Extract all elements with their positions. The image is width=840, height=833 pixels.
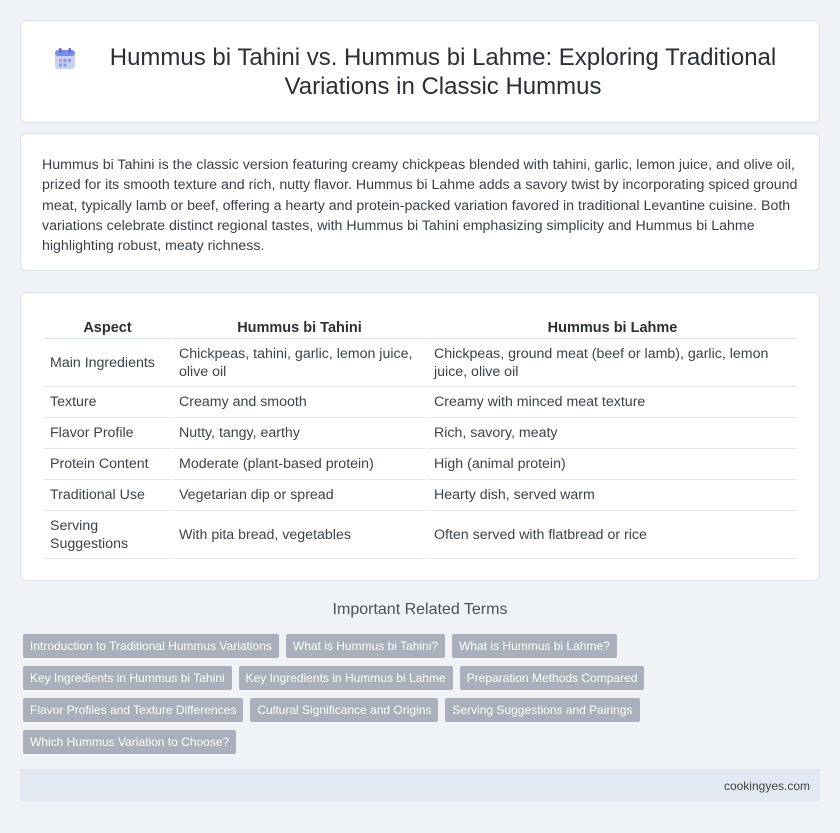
title-card [20, 20, 820, 123]
site-name[interactable]: cookingyes.com [723, 779, 810, 793]
cell-aspect: Texture [44, 387, 171, 418]
cell-aspect: Main Ingredients [44, 339, 171, 387]
cell-lahme: Rich, savory, meaty [428, 418, 797, 449]
comparison-card [20, 292, 820, 581]
cell-aspect: Protein Content [44, 449, 171, 480]
related-term-tag[interactable]: Flavor Profiles and Texture Differences [23, 698, 243, 722]
header-aspect: Aspect [44, 313, 171, 339]
related-term-tag[interactable]: What is Hummus bi Tahini? [286, 634, 445, 658]
related-term-tag[interactable]: Key Ingredients in Hummus bi Lahme [239, 666, 453, 690]
cell-tahini: Chickpeas, tahini, garlic, lemon juice, olive oil [173, 339, 426, 387]
table-row [44, 418, 797, 449]
cell-lahme: Chickpeas, ground meat (beef or lamb), garlic, lemon juice, olive oil [428, 339, 797, 387]
cell-lahme: Hearty dish, served warm [428, 480, 797, 511]
related-terms-heading: Important Related Terms [332, 601, 508, 618]
related-term-tag[interactable]: Serving Suggestions and Pairings [445, 698, 639, 722]
related-term-tag[interactable]: Cultural Significance and Origins [250, 698, 438, 722]
header-hummus-bi-lahme: Hummus bi Lahme [428, 313, 797, 339]
page-title: Hummus bi Tahini vs. Hummus bi Lahme: Exploring Traditional Variations in Classic Hummus [109, 43, 777, 100]
related-term-tag[interactable]: Which Hummus Variation to Choose? [23, 730, 236, 754]
cell-lahme: Often served with flatbread or rice [428, 511, 797, 559]
related-term-tag[interactable]: Introduction to Traditional Hummus Variations [23, 634, 279, 658]
footer [20, 769, 820, 802]
cell-tahini: Moderate (plant-based protein) [173, 449, 426, 480]
intro-card [20, 133, 820, 271]
calendar-icon [52, 46, 78, 72]
table-row [44, 480, 797, 511]
cell-lahme: High (animal protein) [428, 449, 797, 480]
table-header-row [44, 313, 797, 339]
intro-paragraph: Hummus bi Tahini is the classic version featuring creamy chickpeas blended with tahini, garlic, lemon juice, and olive oil, prized for its smooth texture and rich, nutty flavor. Hummus bi Lahme adds a savory twist by incorporating spiced ground meat, typically lamb or beef, offering a hearty and protein-packed variation favored in traditional Levantine cuisine. Both variations celebrate distinct regional tastes, with Hummus bi Tahini emphasizing simplicity and Hummus bi Lahme highlighting robust, meaty richness. [42, 157, 798, 255]
related-term-tag[interactable]: Preparation Methods Compared [460, 666, 645, 690]
comparison-table [42, 313, 799, 559]
table-row [44, 387, 797, 418]
related-terms-list [23, 634, 823, 762]
cell-tahini: Creamy and smooth [173, 387, 426, 418]
cell-tahini: Vegetarian dip or spread [173, 480, 426, 511]
table-row [44, 511, 797, 559]
cell-aspect: Flavor Profile [44, 418, 171, 449]
cell-tahini: With pita bread, vegetables [173, 511, 426, 559]
cell-aspect: Traditional Use [44, 480, 171, 511]
cell-lahme: Creamy with minced meat texture [428, 387, 797, 418]
table-row [44, 449, 797, 480]
cell-tahini: Nutty, tangy, earthy [173, 418, 426, 449]
related-term-tag[interactable]: Key Ingredients in Hummus bi Tahini [23, 666, 232, 690]
related-term-tag[interactable]: What is Hummus bi Lahme? [452, 634, 617, 658]
table-row [44, 339, 797, 387]
cell-aspect: Serving Suggestions [44, 511, 171, 559]
header-hummus-bi-tahini: Hummus bi Tahini [173, 313, 426, 339]
